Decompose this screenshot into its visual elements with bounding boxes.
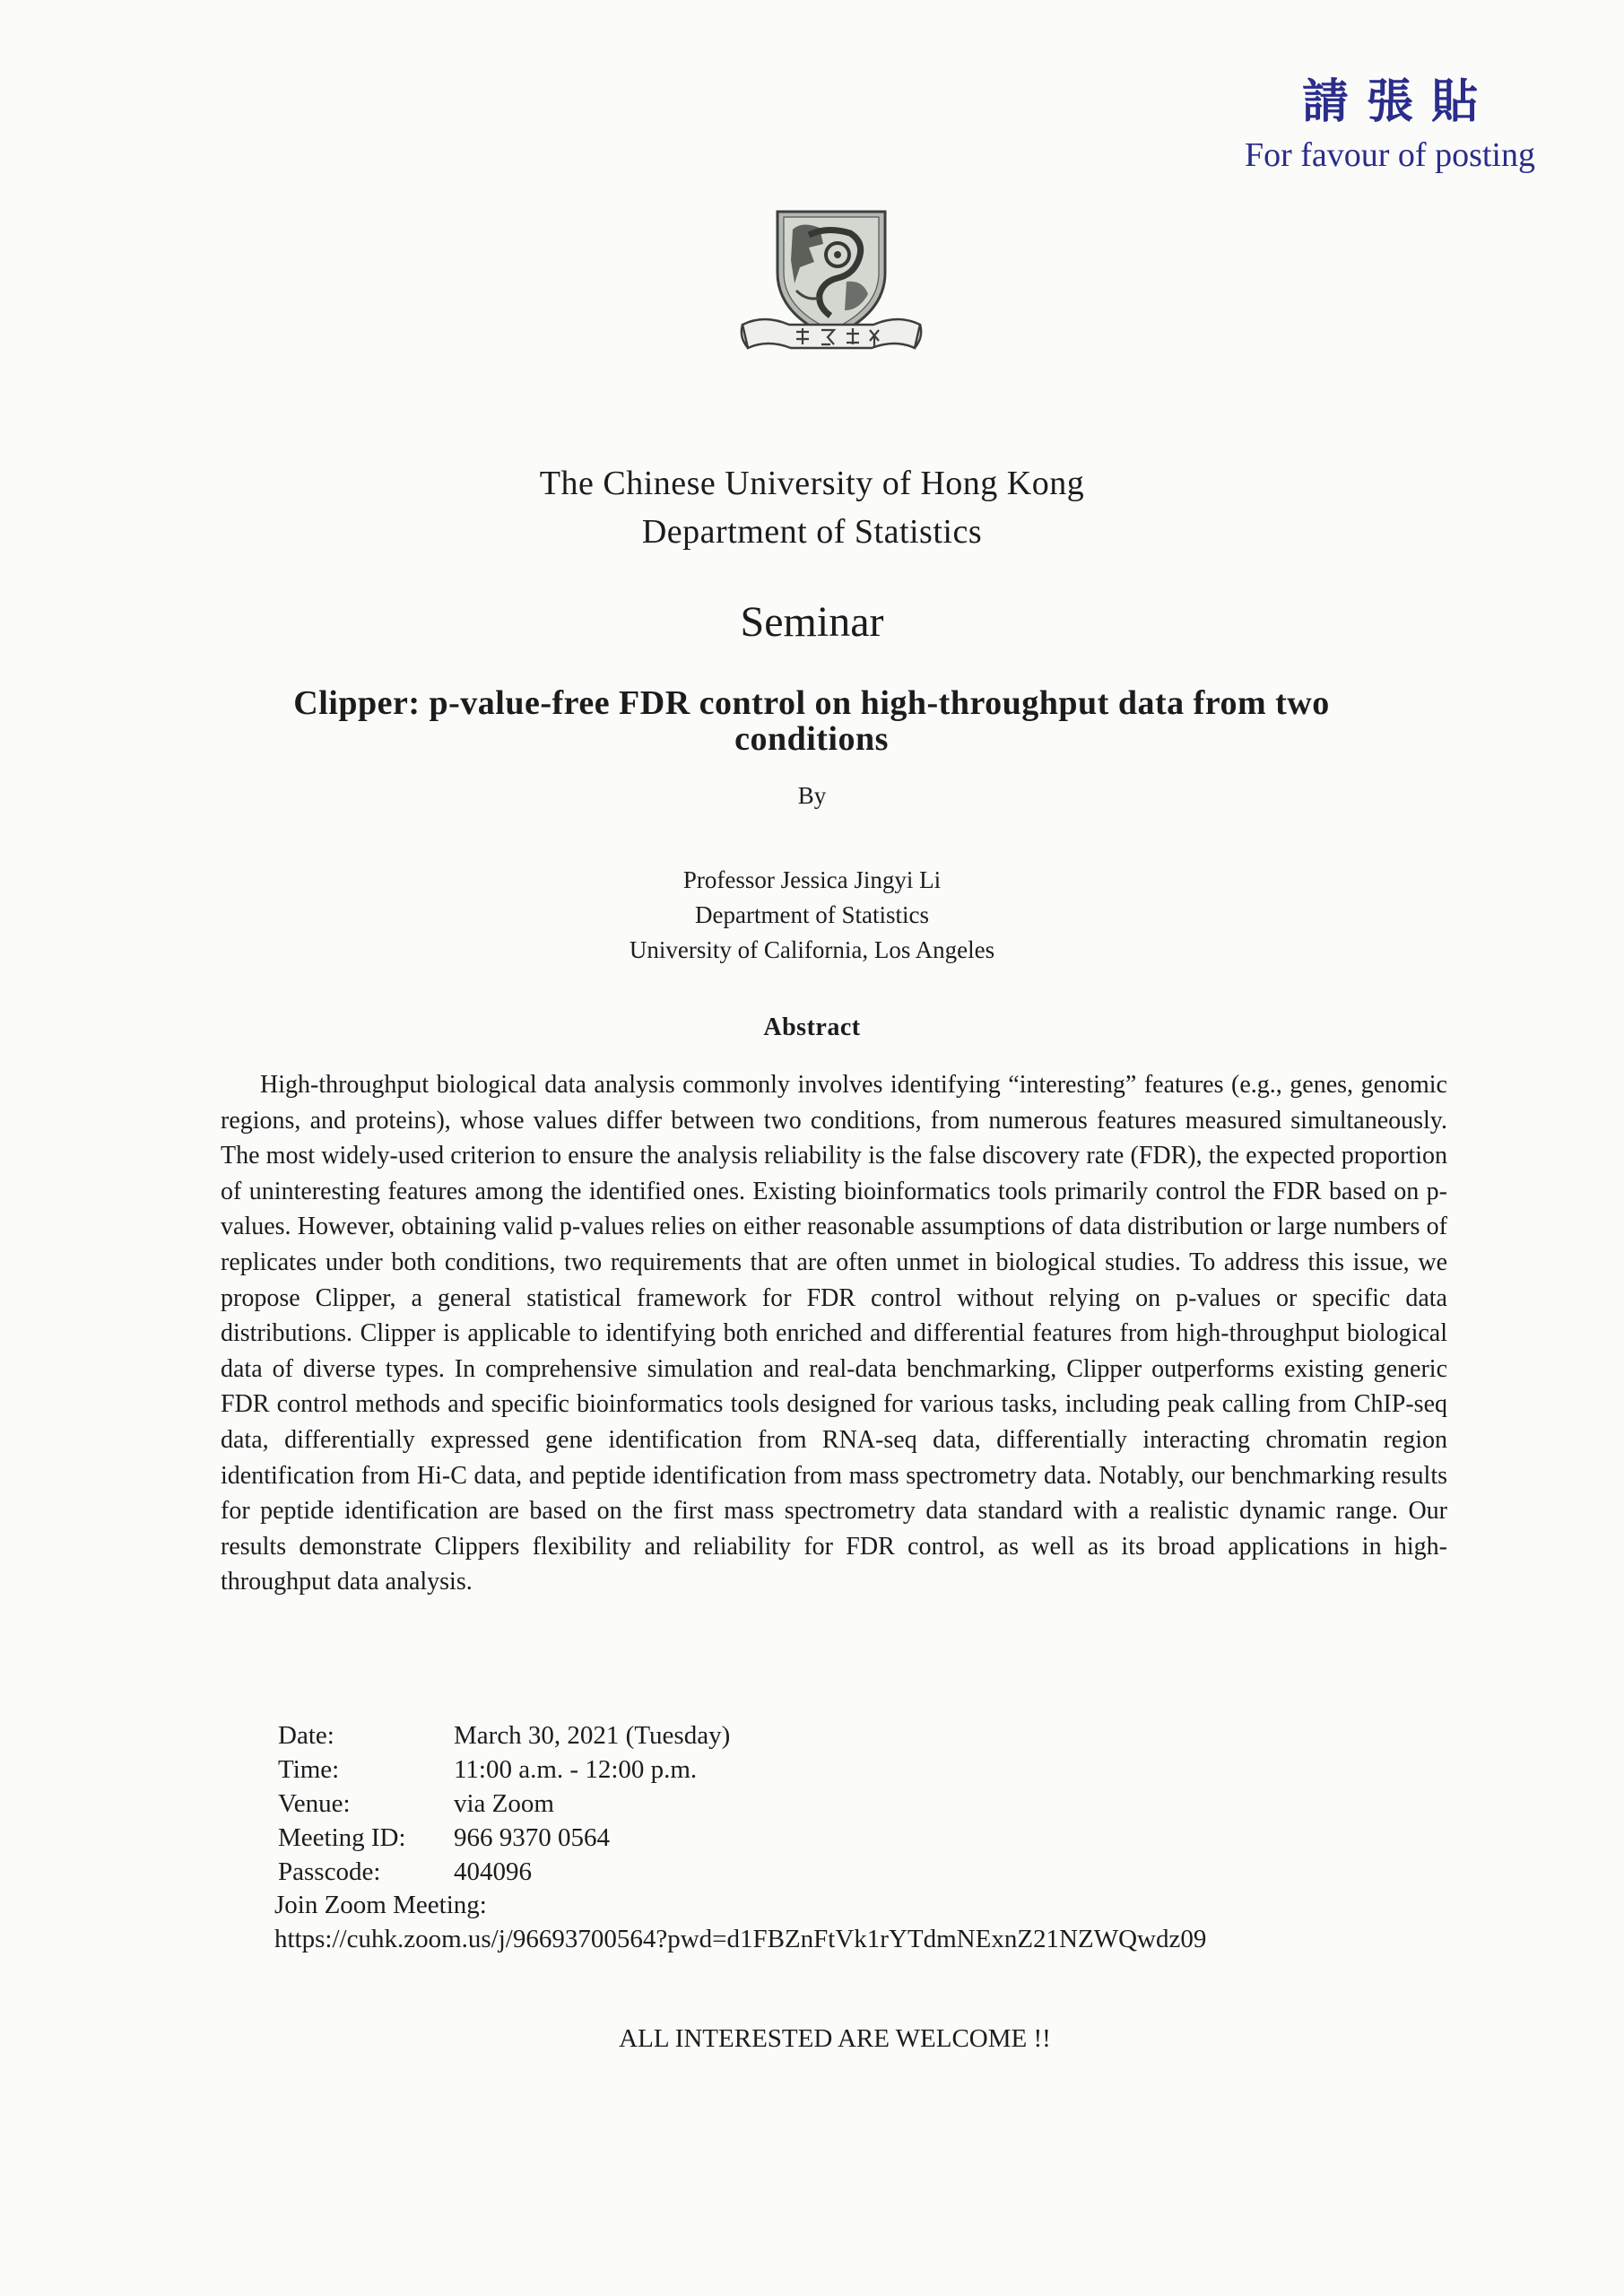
- by-label: By: [797, 782, 827, 809]
- posting-stamp-english: For favour of posting: [1244, 136, 1535, 174]
- meeting-id-value: 966 9370 0564: [454, 1823, 610, 1852]
- venue-value: via Zoom: [454, 1789, 554, 1818]
- meeting-id-label: Meeting ID:: [278, 1823, 406, 1852]
- speaker-institution: University of California, Los Angeles: [629, 936, 995, 963]
- date-row: [278, 1718, 730, 1752]
- department-name: Department of Statistics: [641, 513, 983, 551]
- venue-label: Venue:: [278, 1789, 351, 1818]
- welcome-message: ALL INTERESTED ARE WELCOME !!: [619, 2024, 1051, 2053]
- venue-row: [278, 1787, 730, 1821]
- talk-title: Clipper: p-value-free FDR control on high-throughput data from two conditions: [293, 684, 1330, 758]
- posting-stamp-chinese: 請張貼: [1301, 75, 1496, 129]
- time-value: 11:00 a.m. - 12:00 p.m.: [454, 1755, 698, 1784]
- time-row: [278, 1752, 730, 1787]
- date-label: Date:: [278, 1721, 334, 1750]
- university-crest-logo: [737, 208, 925, 359]
- zoom-meeting-link[interactable]: https://cuhk.zoom.us/j/96693700564?pwd=d1FBZnFtVk1rYTdmNExnZ21NZWQwdz09: [274, 1925, 1207, 1953]
- date-value: March 30, 2021 (Tuesday): [454, 1721, 731, 1750]
- speaker-block: [0, 863, 1624, 968]
- abstract-text: High-throughput biological data analysis commonly involves identifying “interesting” features (e.g., genes, genomic regions, and proteins), whose values differ between two conditions, from numerous features measured simultaneously. The most widely-used criterion to ensure the analysis reliability is the false discovery rate (FDR), the expected proportion of uninteresting features among the identified ones. Existing bioinformatics tools primarily control the FDR based on p-values. However, obtaining valid p-values relies on either reasonable assumptions of data distribution or large numbers of replicates under both conditions, two requirements that are often unmet in biological studies. To address this issue, we propose Clipper, a general statistical framework for FDR control without relying on p-values or specific data distributions. Clipper is applicable to identifying both enriched and differential features from high-throughput biological data of diverse types. In comprehensive simulation and real-data benchmarking, Clipper outperforms existing generic FDR control methods and specific bioinformatics tools designed for various tasks, including peak calling from ChIP-seq data, differentially expressed gene identification from RNA-seq data, differentially interacting chromatin region identification from Hi-C data, and peptide identification from mass spectrometry data. Notably, our benchmarking results for peptide identification are based on the first mass spectrometry data standard with a realistic dynamic range. Our results demonstrate Clippers flexibility and reliability for FDR control, as well as its broad applications in high-throughput data analysis.: [221, 1071, 1447, 1596]
- university-name: The Chinese University of Hong Kong: [539, 465, 1085, 502]
- join-zoom-block: [274, 1888, 1206, 1956]
- speaker-department: Department of Statistics: [695, 901, 929, 928]
- abstract-heading: Abstract: [763, 1013, 861, 1041]
- passcode-row: [278, 1855, 730, 1889]
- event-type-heading: Seminar: [740, 598, 884, 646]
- header-block: [0, 459, 1624, 556]
- join-zoom-label: Join Zoom Meeting:: [274, 1891, 487, 1919]
- time-label: Time:: [278, 1755, 340, 1784]
- passcode-label: Passcode:: [278, 1857, 381, 1886]
- event-details: [278, 1718, 730, 1889]
- meeting-id-row: [278, 1821, 730, 1855]
- posting-stamp: [1244, 75, 1535, 174]
- passcode-value: 404096: [454, 1857, 532, 1886]
- speaker-name: Professor Jessica Jingyi Li: [682, 866, 942, 893]
